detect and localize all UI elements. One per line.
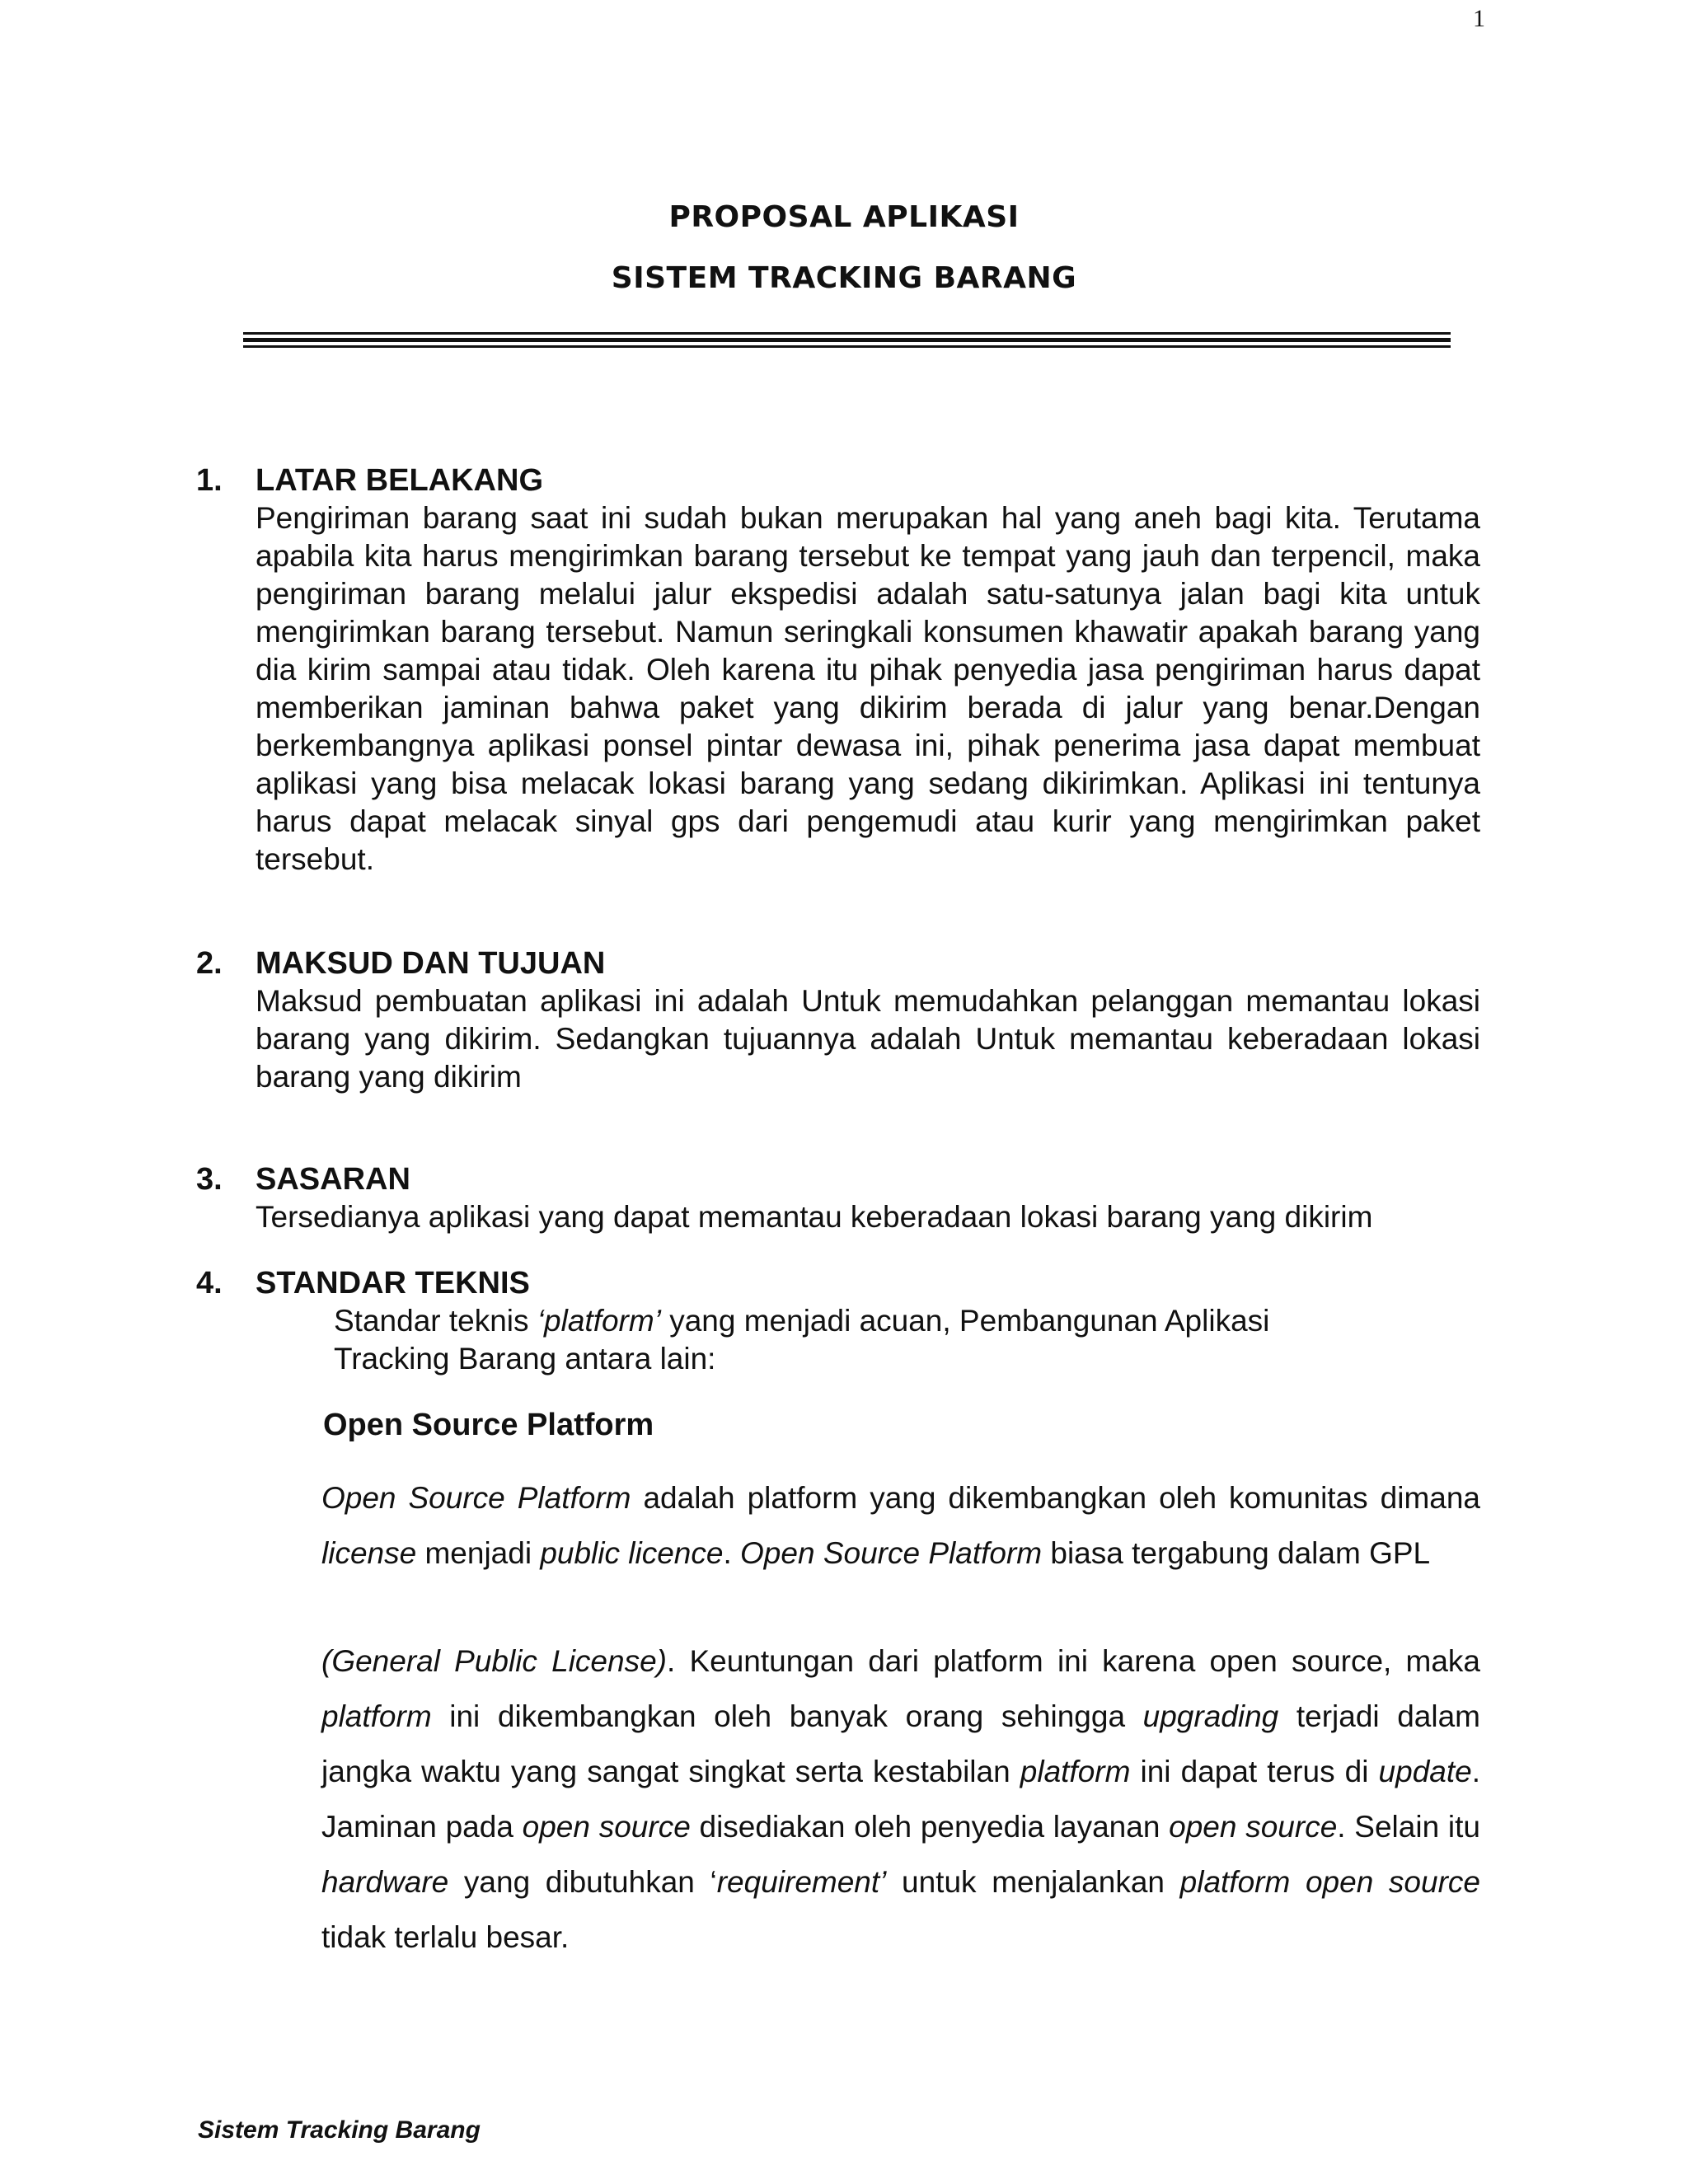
section-body-maksud-tujuan: Maksud pembuatan aplikasi ini adalah Untuk memudahkan pelanggan memantau lokasi barang yang dikirim. Sedangkan tujuannya adalah Untuk memantau keberadaan lokasi barang yang dikirim (256, 984, 1480, 1094)
section-body-sasaran: Tersedianya aplikasi yang dapat memantau keberadaan lokasi barang yang dikirim (256, 1200, 1373, 1234)
section-number: 1. (196, 463, 223, 498)
section-body-latar-belakang: Pengiriman barang saat ini sudah bukan merupakan hal yang aneh bagi kita. Terutama apabila kita harus mengirimkan barang tersebut ke tempat yang jauh dan terpencil, maka pengiriman barang melalui jalur ekspedisi adalah satu-satunya jalan bagi kita untuk mengirimkan barang tersebut. Namun seringkali konsumen khawatir apakah barang yang dia kirim sampai atau tidak. Oleh karena itu pihak penyedia jasa pengiriman harus dapat memberikan jaminan bahwa paket yang dikirim berada di jalur yang benar.Dengan berkembangnya aplikasi ponsel pintar dewasa ini, pihak penerima jasa dapat membuat aplikasi yang bisa melacak lokasi barang yang sedang dikirimkan. Aplikasi ini tentunya harus dapat melacak sinyal gps dari pengemudi atau kurir yang mengirimkan paket tersebut. (256, 501, 1480, 876)
page-number: 1 (1473, 5, 1485, 32)
section-number: 2. (196, 946, 223, 981)
section-title: MAKSUD DAN TUJUAN (256, 946, 606, 981)
title-rule-top (243, 332, 1451, 335)
section-heading-maksud-tujuan (196, 946, 605, 982)
section-heading-standar-teknis (196, 1266, 530, 1301)
section-title: SASARAN (256, 1162, 410, 1197)
standar-teknis-intro: Standar teknis ‘platform’ yang menjadi acuan, Pembangunan Aplikasi Tracking Barang antara lain: (334, 1304, 1270, 1376)
footer-title: Sistem Tracking Barang (198, 2116, 481, 2144)
title-rule-middle (243, 338, 1451, 342)
section-title: STANDAR TEKNIS (256, 1266, 530, 1301)
title-rule-bottom (243, 345, 1451, 348)
document-title: PROPOSAL APLIKASI (668, 200, 1020, 234)
document-subtitle: SISTEM TRACKING BARANG (611, 261, 1077, 295)
subheading-open-source-platform: Open Source Platform (323, 1408, 654, 1442)
section-heading-latar-belakang (196, 463, 543, 499)
open-source-paragraph-2: (General Public License). Keuntungan dari platform ini karena open source, maka platform ini dikembangkan oleh banyak orang sehingga upgrading terjadi dalam jangka waktu yang sangat singkat serta kestabilan platform ini dapat terus di update. Jaminan pada open source disediakan oleh penyedia layanan open source. Selain itu hardware yang dibutuhkan ‘requirement’ untuk menjalankan platform open source tidak terlalu besar. (321, 1644, 1480, 1954)
section-heading-sasaran (196, 1162, 410, 1197)
section-number: 3. (196, 1162, 223, 1197)
section-title: LATAR BELAKANG (256, 463, 543, 498)
section-number: 4. (196, 1266, 223, 1301)
open-source-paragraph-1: Open Source Platform adalah platform yang dikembangkan oleh komunitas dimana license menjadi public licence. Open Source Platform biasa tergabung dalam GPL (321, 1481, 1480, 1570)
